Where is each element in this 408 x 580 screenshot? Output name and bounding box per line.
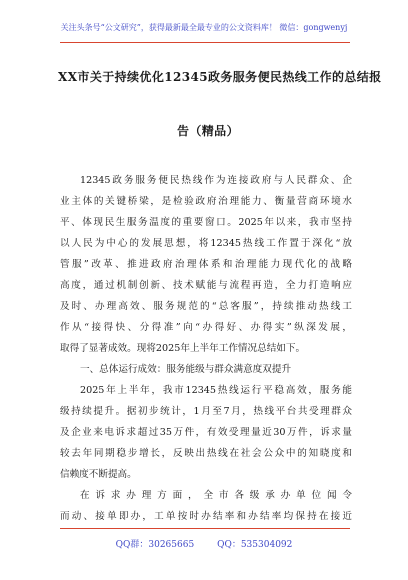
body-line: 以人民为中心的发展思想，将12345热线工作置于深化“放 xyxy=(60,238,352,249)
body-line: 平、体现民生服务温度的重要窗口。2025年以来，我市坚持 xyxy=(60,217,352,228)
footer-qq: QQ：535304092 xyxy=(217,540,293,550)
body-line: 12345政务服务便民热线作为连接政府与人民群众、企 xyxy=(80,175,352,186)
body-line: 及时、办理高效、服务规范的“总客服”，持续推动热线工 xyxy=(60,301,352,312)
body-line: 级持续提升。据初步统计，1月至7月，热线平台共受理群众 xyxy=(60,406,352,417)
body-line: 作从“接得快、分得准”向“办得好、办得实”纵深发展， xyxy=(60,322,352,333)
header-divider xyxy=(60,42,350,43)
body-line: 而动、接单即办，工单按时办结率和办结率均保持在接近 xyxy=(60,511,352,522)
body-line: 在诉求办理方面，全市各级承办单位闻令 xyxy=(80,490,352,501)
document-body xyxy=(60,170,352,527)
footer-qq-group: QQ群：30265665 xyxy=(115,540,195,550)
body-line: 管服”改革、推进政府治理体系和治理能力现代化的战略 xyxy=(60,259,352,270)
body-line: 及企业来电诉求超过35万件，有效受理量近30万件，诉求量 xyxy=(60,427,352,438)
body-line: 信赖度不断提高。 xyxy=(60,469,137,480)
body-line: 一、总体运行成效：服务能级与群众满意度双提升 xyxy=(80,364,292,375)
document-title-line-1: XX市关于持续优化12345政务服务便民热线工作的总结报 xyxy=(58,70,382,84)
body-line: 取得了显著成效。现将2025年上半年工作情况总结如下。 xyxy=(60,343,306,354)
header-note: 关注头条号“公文研究”，获得最新最全最专业的公文资料库！ 微信：gongwenyj xyxy=(60,23,348,32)
footer xyxy=(0,537,408,550)
body-line: 2025年上半年，我市12345热线运行平稳高效，服务能 xyxy=(80,385,352,396)
footer-divider xyxy=(60,528,350,529)
document-title-line-2: 告（精品） xyxy=(176,124,239,138)
body-line: 较去年同期稳步增长，反映出热线在社会公众中的知晓度和 xyxy=(60,448,352,459)
body-line: 业主体的关键桥梁，是检验政府治理能力、衡量营商环境水 xyxy=(60,196,352,207)
body-line: 高度，通过机制创新、技术赋能与流程再造，全力打造响应 xyxy=(60,280,352,291)
